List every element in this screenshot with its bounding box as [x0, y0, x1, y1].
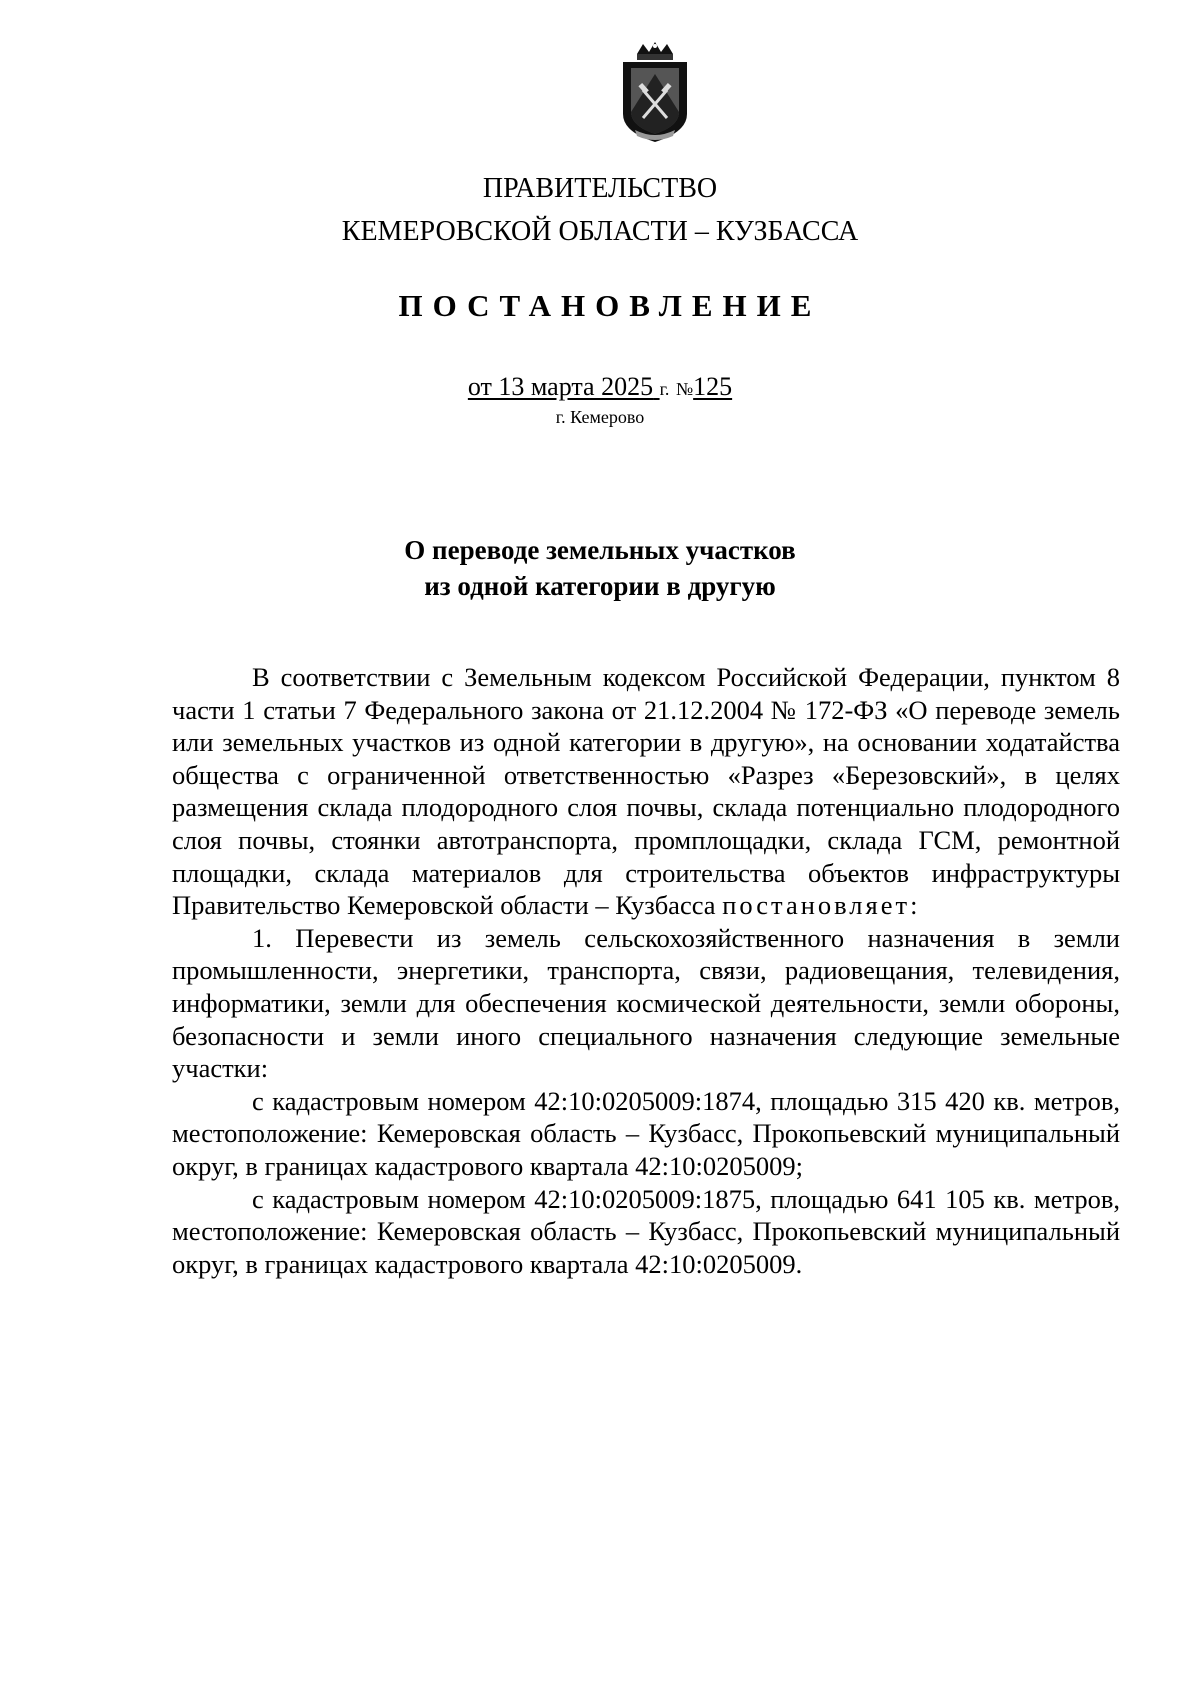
preamble-paragraph	[172, 661, 1120, 922]
government-name-line1: ПРАВИТЕЛЬСТВО	[482, 173, 718, 204]
preamble-text: В соответствии с Земельным кодексом Российской Федерации, пунктом 8 части 1 статьи 7 Федерального закона от 21.12.2004 № 172-ФЗ «О переводе земель или земельных участков из одной категории в другую», на основании ходатайства общества с ограниченной ответственностью «Разрез «Березовский», в целях размещения склада плодородного слоя почвы, склада потенциально плодородного слоя почвы, стоянки автотранспорта, промплощадки, склада ГСМ, ремонтной площадки, склада материалов для строительства объектов инфраструктуры Правительство Кемеровской области – Кузбасса	[172, 662, 1120, 921]
subject-line2: из одной категории в другую	[424, 571, 776, 601]
parcel-2-paragraph: с кадастровым номером 42:10:0205009:1875, площадью 641 105 кв. метров, местоположение: Кемеровская область – Кузбасс, Прокопьевский муниципальный округ, в границах кадастрового квартала 42:10:0205009.	[172, 1183, 1120, 1279]
item-1-paragraph: 1. Перевести из земель сельскохозяйственного назначения в земли промышленности, энергетики, транспорта, связи, радиовещания, телевидения, информатики, земли для обеспечения космической деятельности, земли обороны, безопасности и земли иного специального назначения следующие земельные участки:	[172, 922, 1120, 1084]
document-number: 125	[693, 372, 733, 401]
government-name-line2: КЕМЕРОВСКОЙ ОБЛАСТИ – КУЗБАССА	[341, 216, 859, 247]
document-body	[172, 661, 1120, 1280]
dateline	[0, 372, 1200, 404]
resolves-word: постановляет	[722, 890, 911, 921]
document-date: от 13 марта 2025	[467, 372, 654, 401]
parcel-1-paragraph: с кадастровым номером 42:10:0205009:1874, площадью 315 420 кв. метров, местоположение: Кемеровская область – Кузбасс, Прокопьевский муниципальный округ, в границах кадастрового квартала 42:10:0205009;	[172, 1085, 1120, 1181]
coat-of-arms-icon	[615, 40, 695, 144]
document-subject	[0, 532, 1200, 604]
issue-city: г. Кемерово	[555, 407, 645, 427]
subject-line1: О переводе земельных участков	[404, 535, 796, 565]
resolves-colon: :	[910, 890, 918, 921]
document-type-title: ПОСТАНОВЛЕНИЕ	[398, 288, 822, 323]
number-sign: №	[675, 379, 694, 399]
year-suffix: г.	[659, 379, 670, 399]
